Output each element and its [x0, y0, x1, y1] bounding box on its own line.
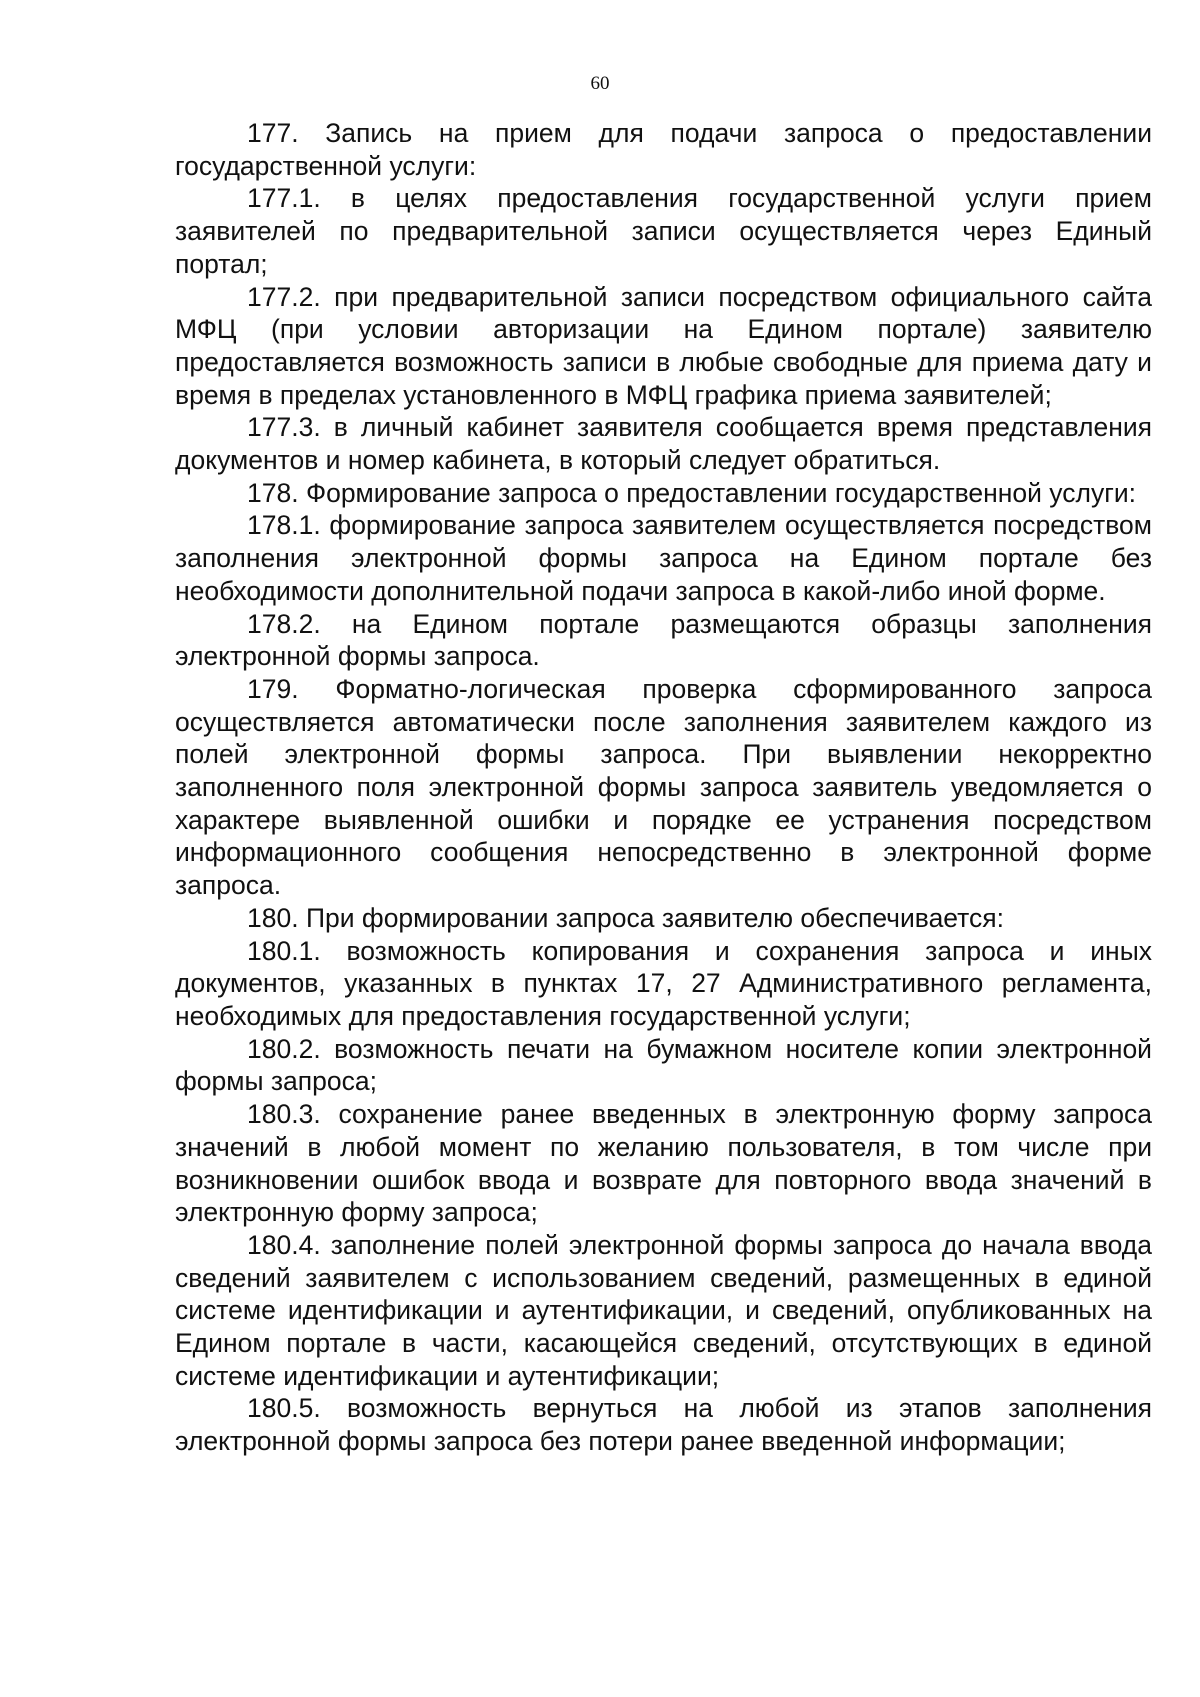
paragraph-180-2: 180.2. возможность печати на бумажном носителе копии электронной формы запроса;: [175, 1033, 1152, 1097]
paragraph-180-1: 180.1. возможность копирования и сохранения запроса и иных документов, указанных в пунктах 17, 27 Административного регламента, необходимых для предоставления государственной услуги;: [175, 935, 1152, 1031]
paragraph-180-4: 180.4. заполнение полей электронной формы запроса до начала ввода сведений заявителем с использованием сведений, размещенных в единой системе идентификации и аутентификации, и сведений, опубликованных на Едином портале в части, касающейся сведений, отсутствующих в единой системе идентификации и аутентификации;: [175, 1229, 1152, 1391]
paragraph-177-3: 177.3. в личный кабинет заявителя сообщается время представления документов и номер кабинета, в который следует обратиться.: [175, 412, 1152, 476]
paragraph-177: 177. Запись на прием для подачи запроса о предоставлении государственной услуги:: [175, 118, 1152, 181]
document-body: [175, 117, 1152, 1458]
paragraph-179: 179. Форматно-логическая проверка сформированного запроса осуществляется автоматически после заполнения заявителем каждого из полей электронной формы запроса. При выявлении некорректно заполненного поля электронной формы запроса заявитель уведомляется о характере выявленной ошибки и порядке ее устранения посредством информационного сообщения непосредственно в электронной форме запроса.: [175, 673, 1152, 901]
paragraph-177-2: 177.2. при предварительной записи посредством официального сайта МФЦ (при условии авторизации на Едином портале) заявителю предоставляется возможность записи в любые свободные для приема дату и время в пределах установленного в МФЦ графика приема заявителей;: [175, 281, 1152, 410]
paragraph-177-1: 177.1. в целях предоставления государственной услуги прием заявителей по предварительной записи осуществляется через Единый портал;: [175, 183, 1152, 279]
paragraph-180-3: 180.3. сохранение ранее введенных в электронную форму запроса значений в любой момент по желанию пользователя, в том числе при возникновении ошибок ввода и возврате для повторного ввода значений в электронную форму запроса;: [175, 1099, 1152, 1228]
paragraph-178: 178. Формирование запроса о предоставлении государственной услуги:: [247, 477, 1137, 508]
paragraph-178-1: 178.1. формирование запроса заявителем осуществляется посредством заполнения электронной формы запроса на Едином портале без необходимости дополнительной подачи запроса в какой-либо иной форме.: [175, 510, 1152, 606]
paragraph-180-5: 180.5. возможность вернуться на любой из этапов заполнения электронной формы запроса без потери ранее введенной информации;: [175, 1393, 1152, 1457]
paragraph-180: 180. При формировании запроса заявителю обеспечивается:: [247, 902, 1004, 933]
paragraph-178-2: 178.2. на Едином портале размещаются образцы заполнения электронной формы запроса.: [175, 608, 1152, 672]
page-number: 60: [590, 73, 610, 94]
